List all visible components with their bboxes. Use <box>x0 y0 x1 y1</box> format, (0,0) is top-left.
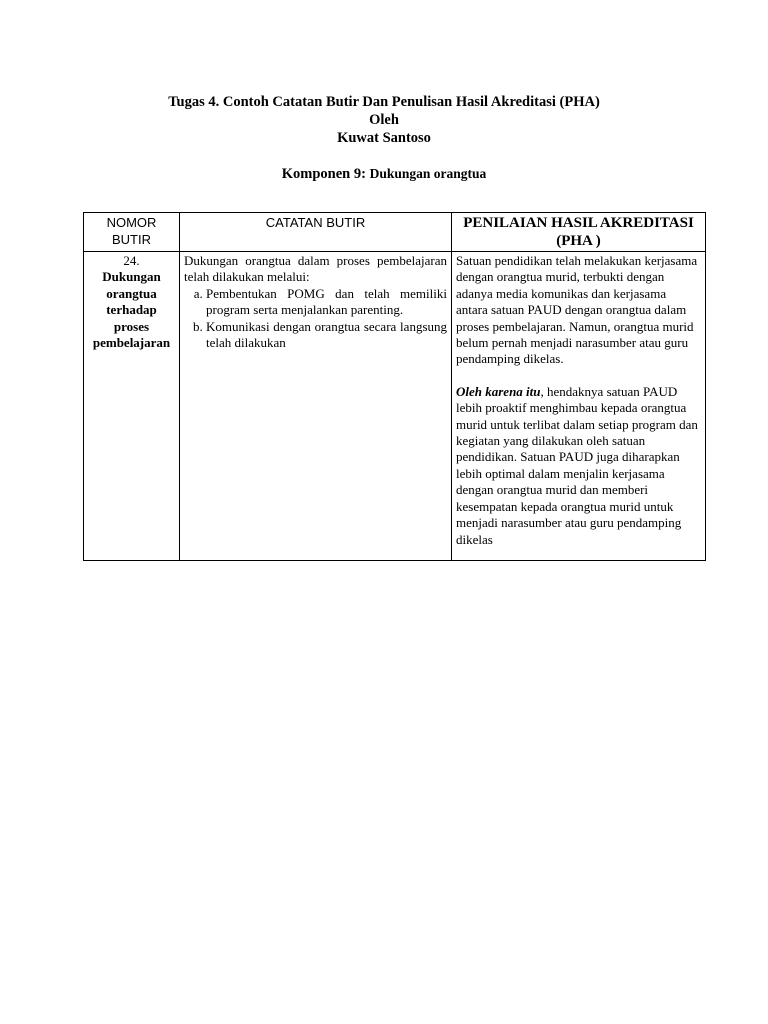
header-nomor-line1: NOMOR <box>106 215 157 230</box>
document-author: Kuwat Santoso <box>337 130 431 146</box>
paragraph-spacer <box>456 368 701 384</box>
component-label: Komponen 9: <box>281 166 366 182</box>
item-title-line: pembelajaran <box>92 335 171 351</box>
item-title-line: terhadap <box>106 302 157 318</box>
header-catatan-label: CATATAN BUTIR <box>265 215 366 230</box>
cell-nomor-butir <box>84 252 180 561</box>
item-title-line: Dukungan <box>102 269 161 285</box>
catatan-list <box>184 286 447 352</box>
component-heading <box>0 165 768 183</box>
cell-catatan-butir <box>180 252 452 561</box>
header-catatan-butir <box>180 213 452 252</box>
penilaian-paragraph-2 <box>456 384 701 548</box>
document-by-line: Oleh <box>369 112 399 128</box>
header-nomor-butir <box>84 213 180 252</box>
item-number: 24. <box>123 253 140 268</box>
penilaian-paragraph-1: Satuan pendidikan telah melakukan kerjasama dengan orangtua murid, terbukti dengan adanya media komunikas dan kerjasama antara satuan PAUD dengan orangtua dalam proses pembelajaran. Namun, orangtua murid belum pernah menjadi narasumber atau guru pendamping dikelas. <box>456 253 698 367</box>
cell-penilaian <box>452 252 706 561</box>
table-header-row <box>84 213 706 252</box>
pha-table <box>83 212 706 561</box>
penilaian-emphasis: Oleh karena itu <box>456 383 541 399</box>
header-nomor-line2: BUTIR <box>112 232 151 247</box>
item-title-line: proses <box>113 318 150 334</box>
catatan-list-item: a. Pembentukan POMG dan telah memiliki program serta menjalankan parenting. <box>206 286 447 319</box>
item-title-line: orangtua <box>106 285 157 301</box>
document-heading <box>0 93 768 147</box>
header-penilaian-line1: PENILAIAN HASIL AKREDITASI <box>463 215 694 231</box>
header-penilaian <box>452 213 706 252</box>
document-title: Tugas 4. Contoh Catatan Butir Dan Penulisan Hasil Akreditasi (PHA) <box>168 94 600 110</box>
catatan-list-item: b. Komunikasi dengan orangtua secara langsung telah dilakukan <box>206 319 447 352</box>
penilaian-paragraph-2-text: , hendaknya satuan PAUD lebih proaktif menghimbau kepada orangtua murid untuk terlibat dalam setiap program dan kegiatan yang dilakukan oleh satuan pendidikan. Satuan PAUD juga diharapkan lebih optimal dalam menjalin kerjasama dengan orangtua murid dan memberi kesempatan kepada orangtua murid untuk menjadi narasumber atau guru pendamping dikelas <box>456 383 698 547</box>
component-value: Dukungan orangtua <box>369 166 487 181</box>
table-row <box>84 252 706 561</box>
catatan-intro: Dukungan orangtua dalam proses pembelajaran telah dilakukan melalui: <box>184 253 447 285</box>
header-penilaian-line2: (PHA ) <box>556 233 601 249</box>
